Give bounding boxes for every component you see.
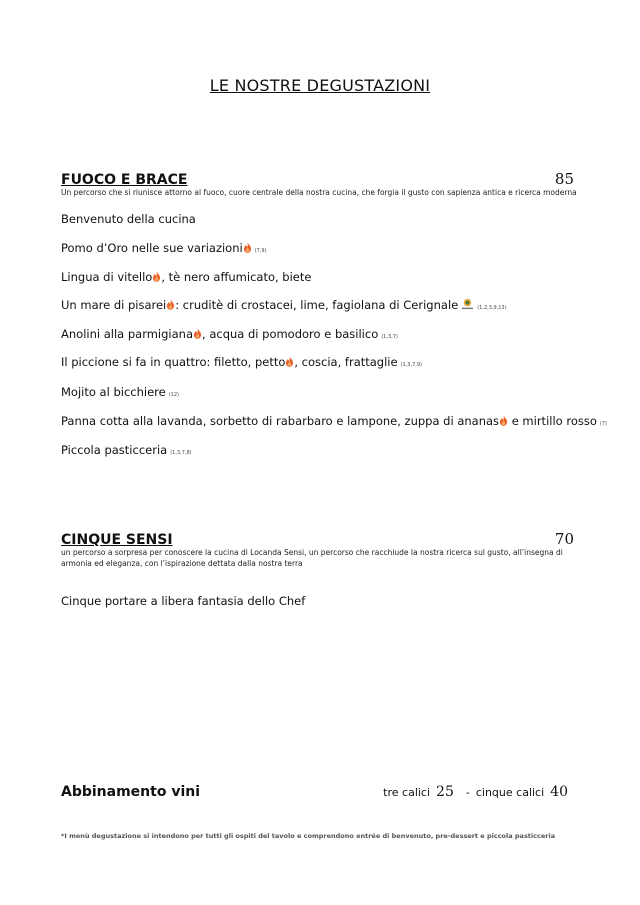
flame-icon [193,328,202,339]
menu-item [61,443,192,457]
allergen-codes: (1,3,7,8) [170,450,192,456]
flame-icon [243,242,252,253]
section-title: CINQUE SENSI [61,532,173,548]
flame-icon [499,415,508,426]
section-description: Un percorso che si riunisce attorno al fuoco, cuore centrale della nostra cucina, che forgia il gusto con sapienza antica e ricerca moderna [61,188,577,197]
footnote: *I menù degustazione si intendono per tutti gli ospiti del tavolo e comprendono entrée di benvenuto, pre-dessert e piccola pasticceria [61,832,556,840]
tre-calici-label: tre calici [383,786,431,799]
menu-item [61,270,311,284]
item-text-cont: , acqua di pomodoro e basilico [202,327,379,341]
menu-item [61,212,196,226]
item-text: Cinque portare a libera fantasia dello Chef [61,594,306,608]
tre-calici-price: 25 [436,784,454,800]
cinque-calici-label: cinque calici [475,786,545,799]
item-text: Mojito al bicchiere [61,385,166,399]
allergen-codes: (12) [168,392,179,398]
flame-icon [166,299,175,310]
wine-pairing [61,784,574,800]
item-text-cont: , tè nero affumicato, biete [161,270,312,284]
menu-item [61,385,179,399]
wine-prices [383,784,574,800]
section-header-fuoco [61,170,574,188]
wine-title: Abbinamento vini [61,784,201,800]
allergen-codes: (1,3,7,9) [400,362,422,368]
section-description: un percorso a sorpresa per conoscere la cucina di Locanda Sensi, un percorso che racchiude la nostra ricerca sul gusto, all’insegna di armonia ed eleganza, con l’ispirazione dettata dalla nostra terra [61,548,563,568]
item-text-cont: e mirtillo rosso [508,414,597,428]
item-text: Lingua di vitello [61,270,153,284]
item-text: Un mare di pisarei [61,298,167,312]
item-text: Pomo d’Oro nelle sue variazioni [61,241,243,255]
allergen-codes: (1,2,3,9,13) [477,305,507,311]
section-title: FUOCO E BRACE [61,172,188,188]
item-text-cont: , coscia, frattaglie [294,355,398,369]
item-text: Benvenuto della cucina [61,212,196,226]
price-separator: - [465,786,470,799]
menu-item [61,327,398,341]
allergen-codes: (1,3,7) [381,334,398,340]
section-price: 70 [554,530,574,548]
item-text-cont: : cruditè di crostacei, lime, fagiolana di Cerignale [175,298,459,312]
menu-item [61,355,422,369]
allergen-codes: (7,9) [254,248,267,254]
allergen-codes: (7) [599,421,607,427]
menu-item [61,298,507,312]
menu-item [61,241,267,255]
item-text: Piccola pasticceria [61,443,168,457]
item-text: Il piccione si fa in quattro: filetto, petto [61,355,286,369]
flame-icon [152,271,161,282]
menu-item [61,594,305,608]
section-header-cinque [61,530,574,548]
cinque-calici-price: 40 [550,784,568,800]
menu-item [61,414,607,428]
item-text: Panna cotta alla lavanda, sorbetto di rabarbaro e lampone, zuppa di ananas [61,414,500,428]
page-title: LE NOSTRE DEGUSTAZIONI [209,76,431,95]
section-price: 85 [554,170,574,188]
slow-food-badge-icon [461,298,474,310]
item-text: Anolini alla parmigiana [61,327,194,341]
